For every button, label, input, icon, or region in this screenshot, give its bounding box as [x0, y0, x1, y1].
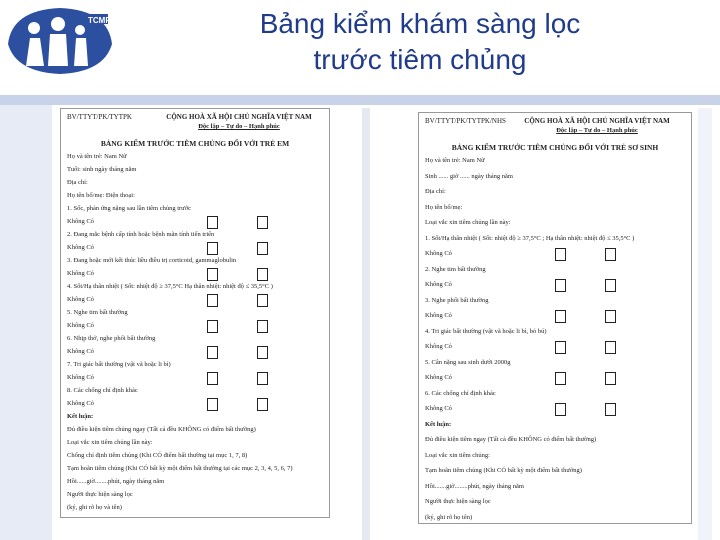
form-line: Loại vắc xin tiêm chủng lần này:: [67, 439, 153, 446]
form-line: Không Có: [425, 374, 452, 381]
form-left-title: BẢNG KIỂM TRƯỚC TIÊM CHỦNG ĐỐI VỚI TRẺ EM: [100, 139, 290, 148]
form-line: Không Có: [67, 244, 94, 251]
form-line: Họ và tên trẻ: Nam Nữ: [425, 157, 485, 164]
form-line: Họ và tên trẻ: Nam Nữ: [67, 153, 127, 160]
form-line: Không Có: [67, 296, 94, 303]
no-checkbox[interactable]: [207, 294, 218, 307]
form-line: 1. Sốc, phản ứng nặng sau lần tiêm chủng trước: [67, 205, 192, 212]
form-left-nation: [149, 113, 329, 131]
form-line: 3. Đang hoặc mới kết thúc liều điều trị corticoid, gammaglobulin: [67, 257, 237, 264]
form-line: Không Có: [425, 405, 452, 412]
form-right-title: BẢNG KIỂM TRƯỚC TIÊM CHỦNG ĐỐI VỚI TRẺ SƠ SINH: [451, 143, 659, 152]
form-line: Không Có: [67, 322, 94, 329]
form-line: 2. Nghe tim bất thường: [425, 265, 486, 273]
yes-checkbox[interactable]: [605, 341, 616, 354]
form-right-nation-line2: Độc lập – Tự do – Hạnh phúc: [556, 127, 638, 134]
no-checkbox[interactable]: [207, 372, 218, 385]
form-line: Kết luận:: [67, 413, 94, 420]
form-line: Không Có: [425, 281, 452, 288]
right-edge-strip: [698, 108, 712, 540]
form-line: 7. Tri giác bất thường (vật vã hoặc li bì): [67, 361, 171, 368]
left-sidebar: [0, 105, 52, 540]
form-line: 4. Tri giác bất thường (vật vã hoặc li bì, bỏ bú): [425, 327, 547, 335]
form-newborn: [418, 112, 692, 524]
no-checkbox[interactable]: [555, 341, 566, 354]
no-checkbox[interactable]: [555, 310, 566, 323]
no-checkbox[interactable]: [207, 268, 218, 281]
form-line: 6. Nhịp thở, nghe phổi bất thường: [67, 335, 156, 342]
form-right-nation: [507, 117, 687, 135]
tcmr-logo: [4, 4, 116, 76]
yes-checkbox[interactable]: [257, 216, 268, 229]
form-line: Sinh ...... giờ ...... ngày tháng năm: [425, 172, 513, 180]
form-line: 8. Các chống chỉ định khác: [67, 387, 138, 394]
form-line: (ký, ghi rõ họ và tên): [67, 504, 122, 511]
form-line: 6. Các chống chỉ định khác: [425, 389, 496, 397]
form-line: Không Có: [67, 348, 94, 355]
form-line: Không Có: [67, 218, 94, 225]
form-left-org: BV/TTYT/PK/TYTPK: [67, 113, 132, 121]
yes-checkbox[interactable]: [257, 398, 268, 411]
no-checkbox[interactable]: [207, 398, 218, 411]
no-checkbox[interactable]: [555, 403, 566, 416]
yes-checkbox[interactable]: [257, 346, 268, 359]
form-line: Tạm hoãn tiêm chủng (Khi CÓ bất kỳ một điểm bất thường tại các mục 2, 3, 4, 5, 6, 7): [67, 465, 293, 472]
form-line: 5. Cân nặng sau sinh dưới 2000g: [425, 358, 511, 366]
form-line: Tuổi: sinh ngày tháng năm: [67, 166, 137, 173]
center-divider: [362, 108, 370, 540]
form-line: Địa chỉ:: [67, 179, 88, 186]
yes-checkbox[interactable]: [605, 248, 616, 261]
form-line: Đủ điều kiện tiêm ngay (Tất cả đều KHÔNG có điểm bất thường): [425, 436, 597, 443]
form-line: 3. Nghe phổi bất thường: [425, 296, 489, 304]
form-line: Hồi.......giờ........phút, ngày tháng năm: [425, 482, 524, 490]
slide-title: [150, 6, 690, 78]
yes-checkbox[interactable]: [257, 320, 268, 333]
yes-checkbox[interactable]: [605, 310, 616, 323]
no-checkbox[interactable]: [207, 320, 218, 333]
form-line: Loại vắc xin tiêm chủng lần này:: [425, 219, 511, 226]
form-line: Hồi......giờ........phút, ngày tháng năm: [67, 478, 165, 485]
no-checkbox[interactable]: [207, 346, 218, 359]
form-line: Kết luận:: [425, 420, 452, 428]
form-line: 2. Đang mắc bệnh cấp tính hoặc bệnh mãn tính tiến triển: [67, 231, 215, 238]
form-line: 1. Sốt/Hạ thân nhiệt ( Sốt: nhiệt độ ≥ 37,5°C ; Hạ thân nhiệt: nhiệt độ ≤ 35,5°C ): [425, 234, 635, 242]
form-line: Tạm hoãn tiêm chủng (Khi CÓ bất kỳ một điểm bất thường): [425, 467, 582, 474]
form-line: Họ tên bố/mẹ:: [425, 203, 463, 211]
title-line-2: trước tiêm chủng: [313, 44, 527, 75]
yes-checkbox[interactable]: [605, 279, 616, 292]
form-right-nation-line1: CỘNG HOÀ XÃ HỘI CHỦ NGHĨA VIỆT NAM: [524, 117, 670, 125]
form-line: 5. Nghe tim bất thường: [67, 309, 128, 316]
form-right-org: BV/TTYT/PK/TYTPK/NHS: [425, 117, 506, 125]
yes-checkbox[interactable]: [257, 294, 268, 307]
no-checkbox[interactable]: [555, 248, 566, 261]
title-line-1: Bảng kiểm khám sàng lọc: [259, 8, 581, 39]
header-divider-bar: [0, 95, 720, 105]
no-checkbox[interactable]: [555, 372, 566, 385]
form-line: Đủ điều kiện tiêm chủng ngay (Tất cả đều KHÔNG có điểm bất thường): [67, 426, 256, 433]
no-checkbox[interactable]: [555, 279, 566, 292]
no-checkbox[interactable]: [207, 242, 218, 255]
family-logo-icon: [4, 4, 116, 76]
form-line: Người thực hiện sàng lọc: [67, 491, 133, 498]
yes-checkbox[interactable]: [257, 372, 268, 385]
yes-checkbox[interactable]: [605, 372, 616, 385]
form-line: Không Có: [67, 400, 94, 407]
no-checkbox[interactable]: [207, 216, 218, 229]
form-line: (ký, ghi rõ họ tên): [425, 513, 473, 521]
form-left-nation-line1: CỘNG HOÀ XÃ HỘI CHỦ NGHĨA VIỆT NAM: [166, 113, 312, 121]
yes-checkbox[interactable]: [257, 242, 268, 255]
logo-text: TCMR: [88, 16, 112, 25]
yes-checkbox[interactable]: [257, 268, 268, 281]
form-line: Không Có: [425, 250, 452, 257]
form-line: 4. Sốt/Hạ thân nhiệt ( Sốt: nhiệt độ ≥ 37,5°C Hạ thân nhiệt: nhiệt độ ≤ 35,5°C ): [67, 283, 273, 290]
form-line: Địa chỉ:: [425, 188, 446, 195]
form-left-nation-line2: Độc lập – Tự do – Hạnh phúc: [198, 123, 280, 130]
form-line: Chống chỉ định tiêm chủng (Khi CÓ điểm bất thường tại mục 1, 7, 8): [67, 452, 248, 459]
form-line: Không Có: [425, 312, 452, 319]
form-line: Người thực hiện sàng lọc: [425, 498, 491, 505]
yes-checkbox[interactable]: [605, 403, 616, 416]
form-line: Không Có: [425, 343, 452, 350]
form-children: [60, 108, 330, 518]
form-line: Loại vắc xin tiêm chủng:: [425, 451, 490, 459]
form-line: Không Có: [67, 270, 94, 277]
form-line: Họ tên bố/mẹ: Điện thoại:: [67, 192, 135, 199]
form-line: Không Có: [67, 374, 94, 381]
